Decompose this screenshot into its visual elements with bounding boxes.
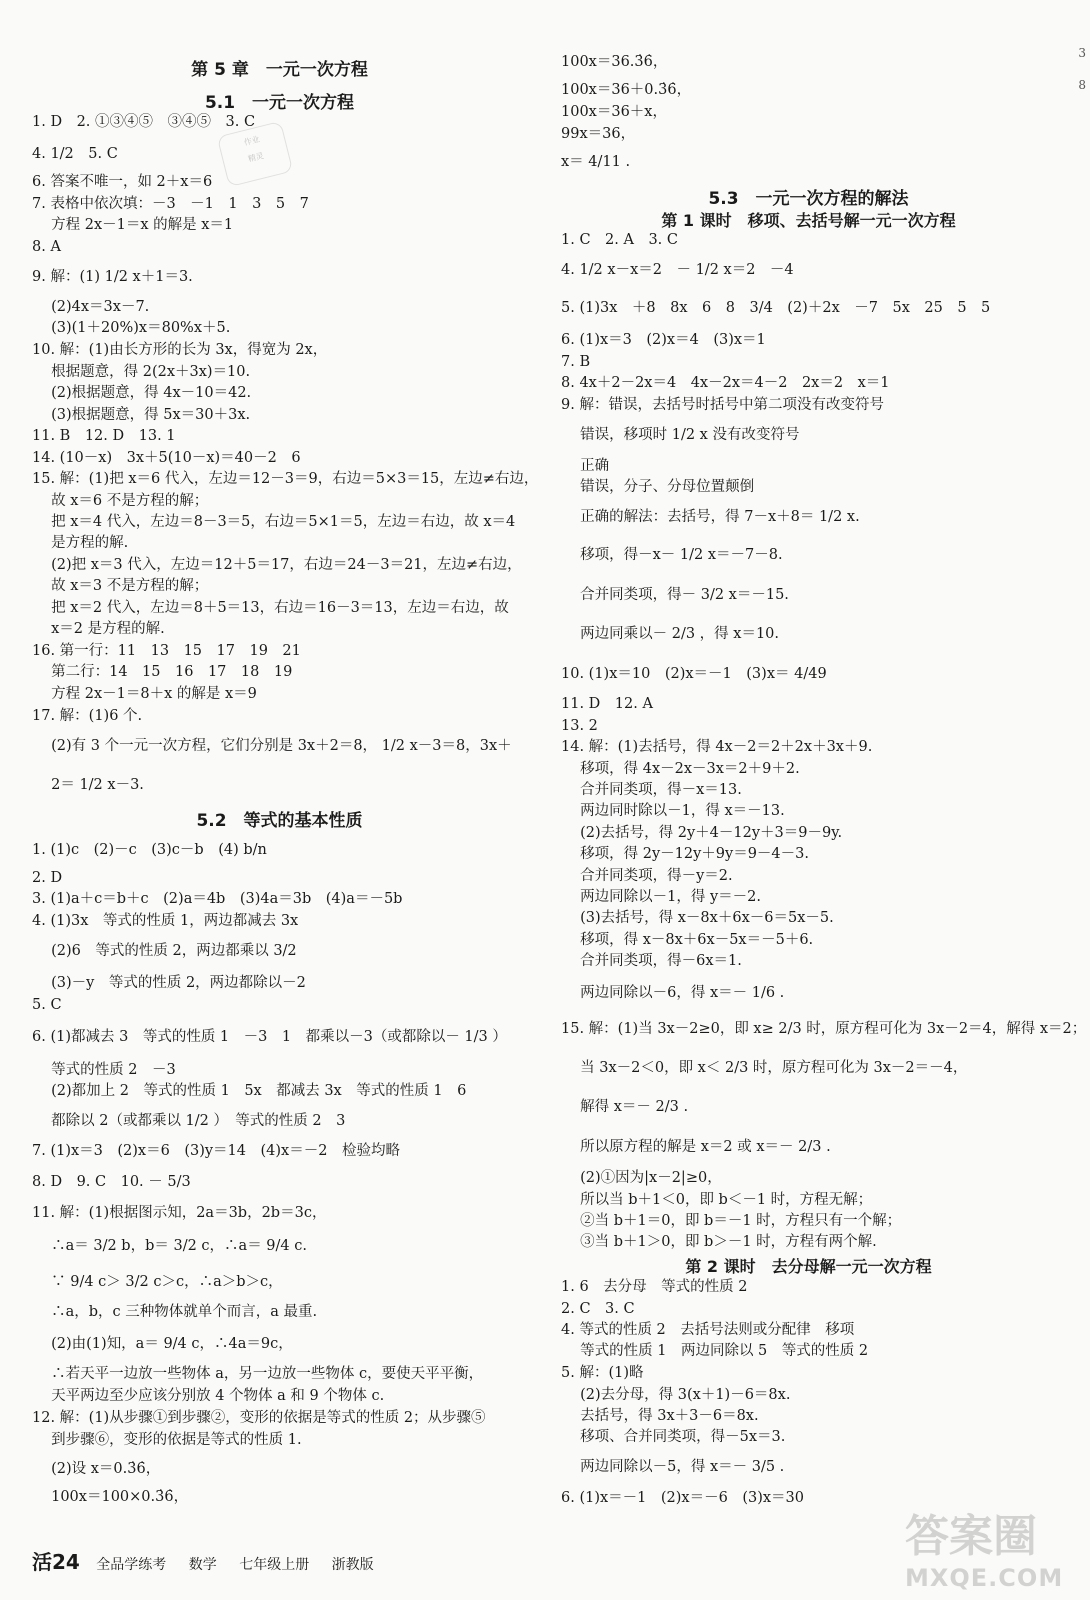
- answer-line: (3)根据题意，得 5x＝30＋3x.: [32, 407, 251, 423]
- answer-line: 6. (1)都减去 3 等式的性质 1 －3 1 都乘以－3（或都除以－ 1/3 ）: [32, 1029, 507, 1045]
- answer-line: 合并同类项，得－y＝2.: [561, 868, 733, 884]
- answer-line: 合并同类项，得－6x＝1.: [561, 953, 742, 969]
- answer-line: (2)①因为|x－2|≥0，: [561, 1170, 722, 1186]
- edition: 浙教版: [331, 1557, 374, 1573]
- answer-line: 8. A: [32, 239, 61, 255]
- answer-line: ∴若天平一边放一些物体 a，另一边放一些物体 c，要使天平平衡，: [32, 1366, 484, 1382]
- lesson-2-title: 第 2 课时 去分母解一元一次方程: [685, 1257, 932, 1276]
- answer-line: 12. 解：(1)从步骤①到步骤②，变形的依据是等式的性质 2；从步骤⑤: [32, 1410, 486, 1426]
- answer-line: 100x＝36.3̇6̇，: [561, 54, 668, 70]
- answer-line: 去括号，得 3x＋3－6＝8x.: [561, 1408, 759, 1424]
- answer-line: 8. D 9. C 10. － 5/3: [32, 1174, 191, 1190]
- edge-mark-2: 8: [1078, 78, 1086, 92]
- answer-line: 把 x＝4 代入，左边＝8－3＝5，右边＝5×1＝5，左边＝右边，故 x＝4: [32, 514, 516, 530]
- answer-line: 2＝ 1/2 x－3.: [32, 777, 144, 793]
- answer-line: 两边同除以－1，得 y＝－2.: [561, 889, 761, 905]
- answer-line: 4. 1/2 x－x＝2 － 1/2 x＝2 －4: [561, 262, 794, 278]
- answer-line: 15. 解：(1)当 3x－2≥0，即 x≥ 2/3 时，原方程可化为 3x－2＝4，解得 x＝2；: [561, 1021, 1087, 1037]
- answer-line: 是方程的解.: [32, 535, 129, 551]
- answer-line: 6. (1)x＝－1 (2)x＝－6 (3)x＝30: [561, 1490, 804, 1506]
- subject: 数学: [188, 1557, 217, 1573]
- answer-line: (2)根据题意，得 4x－10＝42.: [32, 385, 252, 401]
- answer-line: 4. 1/2 5. C: [32, 146, 118, 162]
- answer-line: 移项，得－x－ 1/2 x＝－7－8.: [561, 547, 783, 563]
- answer-line: 根据题意，得 2(2x＋3x)＝10.: [32, 364, 251, 380]
- answer-line: 8. 4x＋2－2x＝4 4x－2x＝4－2 2x＝2 x＝1: [561, 375, 890, 391]
- answer-line: 10. (1)x＝10 (2)x＝－1 (3)x＝ 4/49: [561, 666, 827, 682]
- answer-line: 6. 答案不唯一，如 2＋x＝6: [32, 174, 213, 190]
- answer-line: 把 x＝2 代入，左边＝8＋5＝13，右边＝16－3＝13，左边＝右边，故: [32, 600, 509, 616]
- grade: 七年级上册: [239, 1557, 310, 1573]
- stamp-text-2: 精灵: [246, 151, 265, 164]
- answer-line: 等式的性质 2 －3: [32, 1062, 176, 1078]
- answer-line: 所以当 b＋1＜0，即 b＜－1 时，方程无解；: [561, 1192, 873, 1208]
- section-5-3-title: 5.3 一元一次方程的解法: [708, 189, 909, 209]
- answer-line: 14. 解：(1)去括号，得 4x－2＝2＋2x＋3x＋9.: [561, 739, 873, 755]
- answer-line: ∴a，b，c 三种物体就单个而言，a 最重.: [32, 1304, 318, 1320]
- answer-line: 解得 x＝－ 2/3 .: [561, 1099, 689, 1115]
- answer-line: ③当 b＋1＞0，即 b＞－1 时，方程有两个解.: [561, 1234, 877, 1250]
- answer-line: 5. (1)3x ＋8 8x 6 8 3/4 (2)＋2x －7 5x 25 5 5: [561, 300, 991, 316]
- answer-line: 99x＝36，: [561, 126, 636, 142]
- answer-line: 4. (1)3x 等式的性质 1，两边都减去 3x: [32, 913, 299, 929]
- answer-line: 移项，得 x－8x＋6x－5x＝－5＋6.: [561, 932, 814, 948]
- answer-line: 14. (10－x) 3x＋5(10－x)＝40－2 6: [32, 450, 301, 466]
- answer-line: 5. C: [32, 997, 62, 1013]
- answer-line: 3. (1)a＋c＝b＋c (2)a＝4b (3)4a＝3b (4)a＝－5b: [32, 891, 403, 907]
- answer-line: 所以原方程的解是 x＝2 或 x＝－ 2/3 .: [561, 1139, 831, 1155]
- answer-line: (2)有 3 个一元一次方程，它们分别是 3x＋2＝8， 1/2 x－3＝8，3x＋: [32, 738, 512, 754]
- answer-line: 到步骤⑥，变形的依据是等式的性质 1.: [32, 1432, 302, 1448]
- answer-line: 7. (1)x＝3 (2)x＝6 (3)y＝14 (4)x＝－2 检验均略: [32, 1143, 400, 1159]
- answer-line: 错误，分子、分母位置颠倒: [561, 479, 755, 495]
- answer-line: (2)都加上 2 等式的性质 1 5x 都减去 3x 等式的性质 1 6: [32, 1083, 467, 1099]
- answer-line: 天平两边至少应该分别放 4 个物体 a 和 9 个物体 c.: [32, 1388, 385, 1404]
- answer-line: 11. D 12. A: [561, 696, 653, 712]
- watermark-url: MXQE.COM: [905, 1564, 1064, 1592]
- answer-line: 5. 解：(1)略: [561, 1365, 644, 1381]
- answer-line: 当 3x－2＜0，即 x＜ 2/3 时，原方程可化为 3x－2＝－4，: [561, 1060, 968, 1076]
- answer-line: 两边同除以－5，得 x＝－ 3/5 .: [561, 1459, 785, 1475]
- answer-line: 100x＝100×0.3̇6̇，: [32, 1489, 189, 1505]
- answer-line: x＝2 是方程的解.: [32, 621, 165, 637]
- answer-line: (3)(1＋20%)x＝80%x＋5.: [32, 320, 231, 336]
- answer-line: 故 x＝3 不是方程的解；: [32, 578, 209, 594]
- edge-mark-1: 3: [1078, 46, 1086, 60]
- answer-line: 100x＝36＋x，: [561, 104, 667, 120]
- answer-line: 移项，得 2y－12y＋9y＝9－4－3.: [561, 846, 809, 862]
- book-name: 全品学练考: [96, 1557, 167, 1573]
- answer-line: 1. (1)c (2)－c (3)c－b (4) b/n: [32, 842, 267, 858]
- section-5-2-title: 5.2 等式的基本性质: [196, 811, 363, 831]
- answer-line: (2)4x＝3x－7.: [32, 299, 150, 315]
- answer-line: 方程 2x－1＝x 的解是 x＝1: [32, 217, 234, 233]
- answer-line: (2)由(1)知，a＝ 9/4 c，∴4a＝9c，: [32, 1336, 293, 1352]
- answer-line: ∴a＝ 3/2 b，b＝ 3/2 c，∴a＝ 9/4 c.: [32, 1238, 307, 1254]
- answer-line: (2)6 等式的性质 2，两边都乘以 3/2: [32, 943, 297, 959]
- section-5-1-title: 5.1 一元一次方程: [204, 93, 355, 113]
- answer-line: 两边同时除以－1，得 x＝－13.: [561, 803, 785, 819]
- answer-line: (3)去括号，得 x－8x＋6x－6＝5x－5.: [561, 910, 834, 926]
- answer-line: 方程 2x－1＝8＋x 的解是 x＝9: [32, 686, 257, 702]
- answer-line: 合并同类项，得－x＝13.: [561, 782, 742, 798]
- answer-line: 7. B: [561, 354, 591, 370]
- answer-line: 1. D 2. ①③④⑤ ③④⑤ 3. C: [32, 114, 256, 130]
- answer-line: 等式的性质 1 两边同除以 5 等式的性质 2: [561, 1343, 869, 1359]
- answer-line: 两边同除以－6，得 x＝－ 1/6 .: [561, 985, 785, 1001]
- answer-line: 10. 解：(1)由长方形的长为 3x，得宽为 2x，: [32, 342, 328, 358]
- answer-line: 13. 2: [561, 718, 598, 734]
- answer-line: 7. 表格中依次填：－3 －1 1 3 5 7: [32, 196, 309, 212]
- answer-line: 9. 解：(1) 1/2 x＋1＝3.: [32, 269, 193, 285]
- answer-line: (2)把 x＝3 代入，左边＝12＋5＝17，右边＝24－3＝21，左边≠右边，: [32, 557, 522, 573]
- answer-line: 11. B 12. D 13. 1: [32, 428, 176, 444]
- answer-line: 6. (1)x＝3 (2)x＝4 (3)x＝1: [561, 332, 766, 348]
- answer-line: (2)去括号，得 2y＋4－12y＋3＝9－9y.: [561, 825, 843, 841]
- corner-watermark-logo: [905, 1500, 1070, 1592]
- answer-line: 4. 等式的性质 2 去括号法则或分配律 移项: [561, 1322, 855, 1338]
- answer-line: 正确的解法：去括号，得 7－x＋8＝ 1/2 x.: [561, 509, 860, 525]
- page-footer: [32, 1546, 392, 1575]
- answer-line: 第二行：14 15 16 17 18 19: [32, 664, 293, 680]
- answer-line: 11. 解：(1)根据图示知，2a＝3b，2b＝3c，: [32, 1205, 327, 1221]
- answer-line: 1. 6 去分母 等式的性质 2: [561, 1279, 748, 1295]
- answer-line: (2)设 x＝0.3̇6̇，: [32, 1461, 161, 1477]
- chapter-title: 第 5 章 一元一次方程: [191, 60, 368, 80]
- answer-line: ∵ 9/4 c＞ 3/2 c＞c，∴a＞b＞c，: [32, 1274, 283, 1290]
- watermark-text: 答案圈: [905, 1511, 1037, 1562]
- answer-line: 合并同类项，得－ 3/2 x＝－15.: [561, 587, 789, 603]
- answer-line: 16. 第一行：11 13 15 17 19 21: [32, 643, 301, 659]
- answer-line: 正确: [561, 458, 610, 474]
- answer-line: 15. 解：(1)把 x＝6 代入，左边＝12－3＝9，右边＝5×3＝15，左边≠右边，: [32, 471, 539, 487]
- answer-line: 错误，移项时 1/2 x 没有改变符号: [561, 427, 800, 443]
- stamp-text-1: 作业: [242, 134, 261, 148]
- answer-line: 2. D: [32, 870, 63, 886]
- answer-line: (2)去分母，得 3(x＋1)－6＝8x.: [561, 1387, 791, 1403]
- answer-line: 100x＝36＋0.3̇6̇，: [561, 82, 692, 98]
- answer-line: (3)－y 等式的性质 2，两边都除以－2: [32, 975, 306, 991]
- answer-line: 故 x＝6 不是方程的解；: [32, 493, 209, 509]
- answer-line: 两边同乘以－ 2/3 ，得 x＝10.: [561, 626, 780, 642]
- answer-line: x＝ 4/11 .: [561, 154, 631, 170]
- answer-line: 移项、合并同类项，得－5x＝3.: [561, 1429, 786, 1445]
- answer-line: 2. C 3. C: [561, 1301, 635, 1317]
- answer-line: 1. C 2. A 3. C: [561, 232, 678, 248]
- answer-line: ②当 b＋1＝0，即 b＝－1 时，方程只有一个解；: [561, 1213, 902, 1229]
- page-number: 活24: [32, 1550, 80, 1574]
- answer-line: 都除以 2（或都乘以 1/2 ） 等式的性质 2 3: [32, 1113, 346, 1129]
- lesson-1-title: 第 1 课时 移项、去括号解一元一次方程: [661, 211, 956, 230]
- answer-line: 17. 解：(1)6 个.: [32, 708, 143, 724]
- answer-line: 9. 解：错误，去括号时括号中第二项没有改变符号: [561, 397, 884, 413]
- answer-line: 移项，得 4x－2x－3x＝2＋9＋2.: [561, 761, 800, 777]
